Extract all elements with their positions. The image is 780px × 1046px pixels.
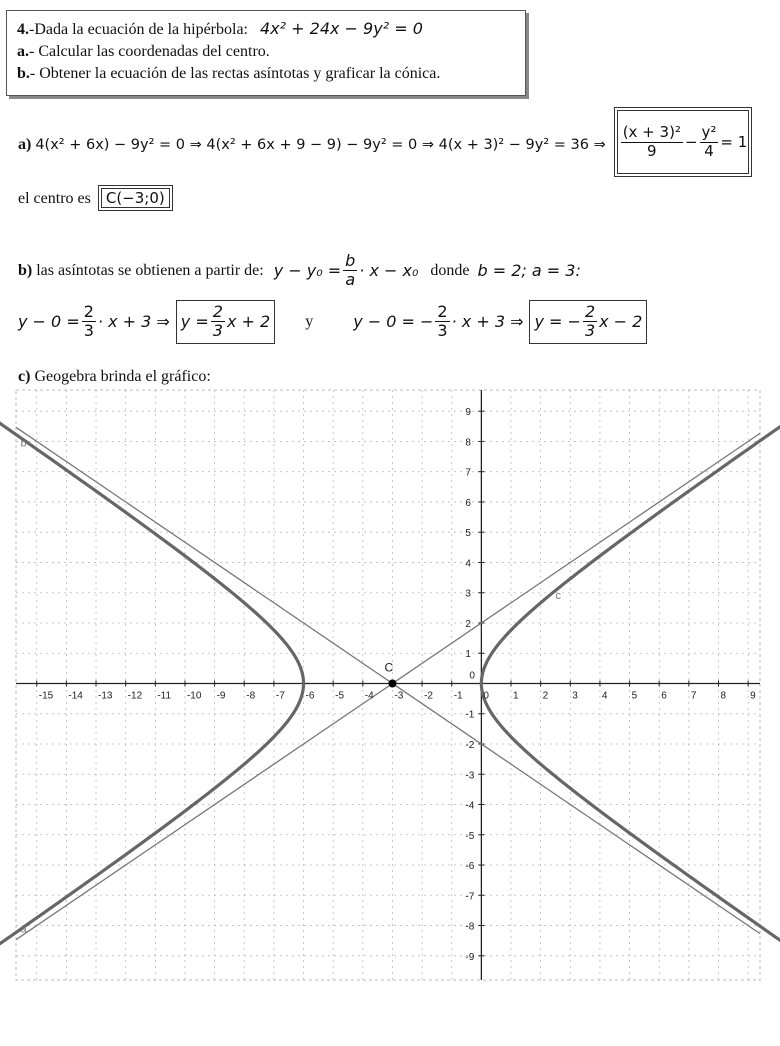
x-tick-label: -9 [216, 690, 226, 702]
formula-den: a [345, 270, 356, 290]
x-tick-label: 5 [631, 690, 638, 702]
y-conjunction: y [305, 312, 314, 330]
center-value: C(−3;0) [101, 188, 170, 208]
asym2-num: 2 [437, 302, 448, 321]
y-tick-label: -3 [465, 770, 475, 782]
series-label-b: b [20, 437, 27, 450]
series-label-c: c [555, 589, 561, 602]
x-tick-label: -6 [305, 690, 315, 702]
asym1-box-right: x + 2 [226, 312, 271, 332]
solution-a-steps: 4(x² + 6x) − 9y² = 0 ⇒ 4(x² + 6x + 9 − 9) − 9y² = 0 ⇒ 4(x + 3)² − 9y² = 36 ⇒ [35, 137, 606, 153]
asym2-box-left: y = − [534, 312, 581, 332]
asym1-box-den: 3 [212, 321, 223, 341]
y-tick-label: -6 [465, 861, 475, 873]
solution-b-text: las asíntotas se obtienen a partir de: [36, 261, 264, 279]
asymptote-a [16, 433, 760, 939]
y-tick-label: -9 [465, 951, 475, 963]
x-tick-label: -7 [275, 690, 285, 702]
result-num-1: (x + 3)² [622, 123, 681, 142]
b-a-values: b = 2; a = 3: [477, 261, 581, 281]
problem-b-text: - Obtener la ecuación de las rectas asíntotas y graficar la cónica. [29, 65, 441, 82]
donde-text: donde [430, 261, 470, 279]
center-point-label: C [384, 660, 394, 675]
formula-right: · x − x₀ [359, 261, 419, 281]
y-tick-label: 6 [465, 497, 471, 509]
problem-equation: 4x² + 24x − 9y² = 0 [260, 19, 423, 38]
x-tick-label: 0 [483, 690, 489, 702]
formula-left: y − y₀ = [273, 261, 342, 281]
x-tick-label: 8 [720, 690, 727, 702]
x-tick-label: -4 [364, 690, 374, 702]
problem-b-label: b. [17, 65, 30, 82]
problem-intro: -Dada la ecuación de la hipérbola: [29, 21, 248, 38]
asym1-num: 2 [83, 302, 94, 321]
x-tick-label: -12 [127, 690, 143, 702]
x-tick-label: -3 [394, 690, 404, 702]
y-tick-label: 3 [465, 588, 471, 600]
y-tick-label: 9 [465, 407, 471, 419]
asym2-box-num: 2 [584, 302, 596, 321]
y-tick-label: 4 [465, 558, 471, 570]
x-tick-label: 2 [542, 690, 549, 702]
x-tick-label: -10 [186, 690, 202, 702]
result-eq: = 1 [720, 133, 748, 151]
asym1-left: y − 0 = [18, 312, 80, 332]
asym1-box-num: 2 [212, 302, 223, 321]
x-tick-label: -2 [424, 690, 433, 702]
result-num-2: y² [701, 123, 717, 142]
y-tick-label: -7 [465, 891, 475, 903]
asym2-den: 3 [437, 321, 448, 341]
asym2-left: y − 0 = − [353, 312, 434, 332]
graph-frame [16, 390, 760, 980]
result-den-2: 4 [704, 141, 714, 160]
y-tick-label: -2 [465, 740, 475, 751]
result-den-1: 9 [647, 141, 657, 160]
axes [16, 390, 760, 980]
x-tick-label: 7 [690, 690, 697, 702]
solution-c-label: c) [18, 368, 31, 385]
tick-labels [20, 407, 756, 963]
asym1-den: 3 [83, 321, 94, 341]
asym1-box-left: y = [180, 312, 209, 332]
y-tick-label: 7 [465, 467, 471, 479]
problem-a-text: - Calcular las coordenadas del centro. [29, 43, 270, 60]
y-tick-label: -8 [465, 921, 475, 933]
y-tick-label: 8 [465, 437, 471, 449]
result-minus: − [684, 133, 698, 151]
x-tick-label: 1 [513, 690, 519, 702]
asym2-box-den: 3 [584, 321, 596, 341]
x-tick-label: 3 [572, 690, 578, 702]
x-tick-label: -8 [246, 690, 256, 702]
asym1-right: · x + 3 ⇒ [97, 312, 170, 332]
x-tick-label: -11 [157, 690, 172, 702]
x-tick-label: 4 [601, 690, 608, 702]
y-tick-label: 5 [465, 528, 471, 540]
x-tick-label: -15 [38, 690, 54, 702]
solution-c-text: Geogebra brinda el gráfico: [34, 368, 211, 385]
y-tick-label: 0 [469, 670, 475, 682]
asym2-right: · x + 3 ⇒ [451, 312, 524, 332]
asym2-box-right: x − 2 [599, 312, 643, 332]
asymptote-b [16, 427, 760, 933]
problem-a-label: a. [17, 43, 29, 60]
center-text: el centro es [18, 190, 91, 207]
y-tick-label: 1 [465, 649, 471, 661]
x-tick-label: -14 [68, 690, 83, 702]
problem-number: 4. [17, 21, 29, 38]
x-tick-label: -1 [453, 690, 463, 702]
y-tick-label: 2 [465, 618, 471, 630]
x-tick-label: -13 [98, 690, 113, 702]
solution-b-label: b) [18, 261, 33, 279]
center-point [388, 679, 396, 687]
formula-num: b [345, 251, 356, 270]
y-tick-label: -4 [465, 800, 475, 812]
x-tick-label: -5 [335, 690, 345, 702]
y-tick-label: -5 [465, 830, 475, 842]
x-tick-label: 9 [750, 690, 756, 702]
series-label-a: a [20, 923, 27, 936]
y-tick-label: -1 [465, 709, 475, 721]
grid [16, 390, 760, 980]
x-tick-label: 6 [661, 690, 667, 702]
solution-a-label: a) [18, 136, 32, 153]
